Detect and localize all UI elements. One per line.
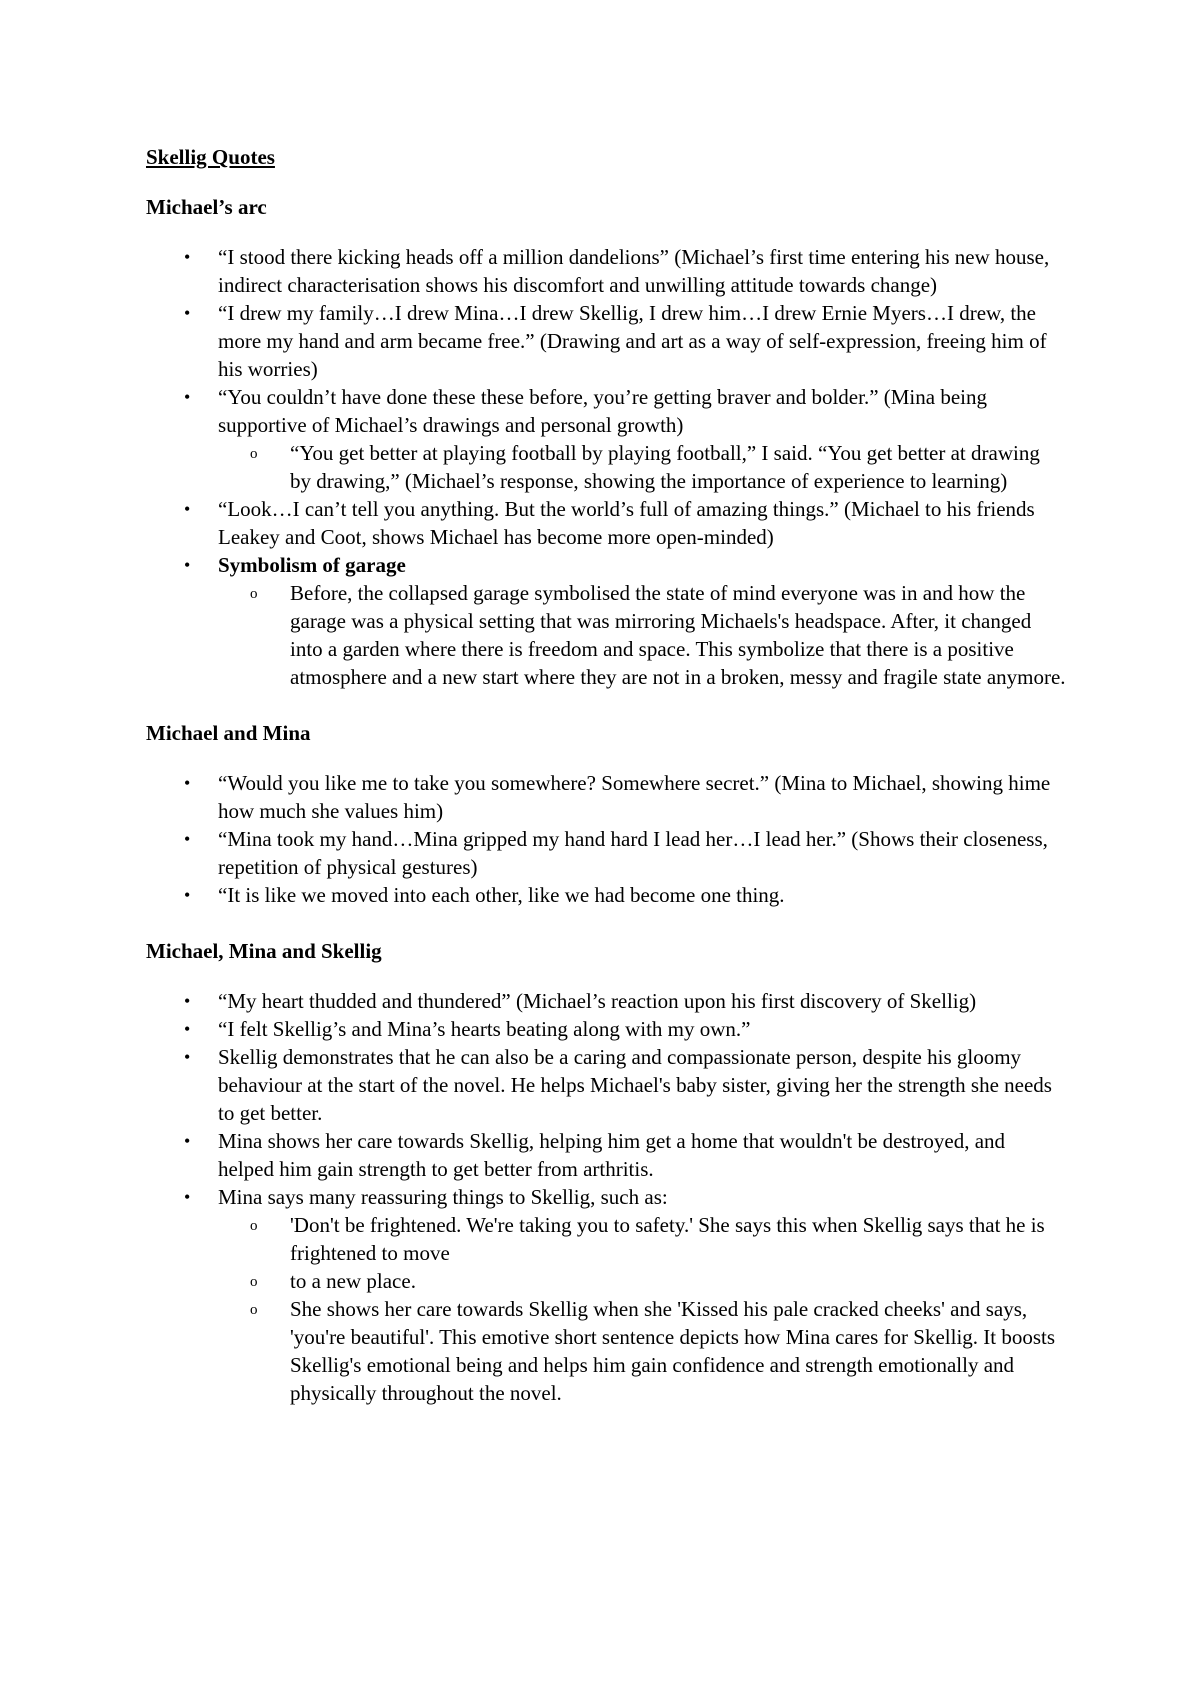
list-item-text: “Would you like me to take you somewhere? Somewhere secret.” (Mina to Michael, showing hime how much she values him)	[218, 771, 1051, 823]
sub-bullet-icon: o	[250, 586, 258, 602]
list-item	[146, 1127, 1066, 1183]
bullet-icon: •	[184, 1019, 191, 1039]
list-item	[146, 769, 1066, 825]
section-heading: Michael, Mina and Skellig	[146, 939, 382, 963]
sub-list-item-text: 'Don't be frightened. We're taking you to safety.' She says this when Skellig says that he is frightened to move	[290, 1213, 1045, 1265]
bullet-icon: •	[184, 247, 191, 267]
document-page	[146, 143, 1066, 1435]
section-heading: Michael’s arc	[146, 195, 267, 219]
list-item	[146, 1043, 1066, 1127]
list-item-text: “It is like we moved into each other, like we had become one thing.	[218, 883, 785, 907]
sub-list-item	[218, 1267, 1066, 1295]
sub-list-item	[218, 579, 1066, 691]
list-item	[146, 299, 1066, 383]
sub-bullet-list	[218, 1211, 1066, 1407]
sub-list-item	[218, 1295, 1066, 1407]
sub-list-item-text: She shows her care towards Skellig when she 'Kissed his pale cracked cheeks' and says, 'you're beautiful'. This emotive short sentence depicts how Mina cares for Skellig. It boosts Skellig's emotional being and helps him gain confidence and strength emotionally and physically throughout the novel.	[290, 1297, 1056, 1405]
document-body	[146, 193, 1066, 1407]
document-title: Skellig Quotes	[146, 145, 275, 169]
sub-bullet-icon: o	[250, 1218, 258, 1234]
section-heading: Michael and Mina	[146, 721, 311, 745]
list-item-text: Mina says many reassuring things to Skellig, such as:	[218, 1185, 668, 1209]
sub-list-item-text: Before, the collapsed garage symbolised the state of mind everyone was in and how the garage was a physical setting that was mirroring Michaels's headspace. After, it changed into a garden where there is freedom and space. This symbolize that there is a positive atmosphere and a new start where they are not in a broken, messy and fragile state anymore.	[290, 581, 1066, 689]
bullet-icon: •	[184, 885, 191, 905]
bullet-icon: •	[184, 499, 191, 519]
list-item	[146, 1015, 1066, 1043]
bullet-icon: •	[184, 773, 191, 793]
list-item-text: “I felt Skellig’s and Mina’s hearts beating along with my own.”	[218, 1017, 751, 1041]
sub-list-item	[218, 1211, 1066, 1267]
list-item	[146, 987, 1066, 1015]
sub-bullet-list	[218, 439, 1066, 495]
list-item-text: “Mina took my hand…Mina gripped my hand hard I lead her…I lead her.” (Shows their closeness, repetition of physical gestures)	[218, 827, 1048, 879]
sub-bullet-list	[218, 579, 1066, 691]
list-item	[146, 495, 1066, 551]
list-item-text: “I drew my family…I drew Mina…I drew Skellig, I drew him…I drew Ernie Myers…I drew, the more my hand and arm became free.” (Drawing and art as a way of self-expression, freeing him of his worries)	[218, 301, 1047, 381]
bullet-list	[146, 987, 1066, 1407]
list-item-text: Skellig demonstrates that he can also be a caring and compassionate person, despite his gloomy behaviour at the start of the novel. He helps Michael's baby sister, giving her the strength she needs to get better.	[218, 1045, 1052, 1125]
bullet-icon: •	[184, 1131, 191, 1151]
sub-list-item-text: “You get better at playing football by playing football,” I said. “You get better at drawing by drawing,” (Michael’s response, showing the importance of experience to learning)	[290, 441, 1040, 493]
sub-list-item-text: to a new place.	[290, 1269, 416, 1293]
list-item	[146, 383, 1066, 495]
bullet-icon: •	[184, 829, 191, 849]
sub-list-item	[218, 439, 1066, 495]
sub-bullet-icon: o	[250, 446, 258, 462]
list-item-text: “I stood there kicking heads off a million dandelions” (Michael’s first time entering his new house, indirect characterisation shows his discomfort and unwilling attitude towards change)	[218, 245, 1050, 297]
list-item	[146, 1183, 1066, 1407]
bullet-list	[146, 769, 1066, 909]
list-item	[146, 551, 1066, 691]
bullet-list	[146, 243, 1066, 691]
bullet-icon: •	[184, 991, 191, 1011]
list-item-text: Symbolism of garage	[218, 553, 406, 577]
list-item-text: Mina shows her care towards Skellig, helping him get a home that wouldn't be destroyed, and helped him gain strength to get better from arthritis.	[218, 1129, 1006, 1181]
list-item-text: “You couldn’t have done these these before, you’re getting braver and bolder.” (Mina being supportive of Michael’s drawings and personal growth)	[218, 385, 987, 437]
list-item	[146, 825, 1066, 881]
list-item	[146, 243, 1066, 299]
list-item	[146, 881, 1066, 909]
sub-bullet-icon: o	[250, 1302, 258, 1318]
bullet-icon: •	[184, 387, 191, 407]
list-item-text: “Look…I can’t tell you anything. But the world’s full of amazing things.” (Michael to his friends Leakey and Coot, shows Michael has become more open-minded)	[218, 497, 1035, 549]
bullet-icon: •	[184, 1047, 191, 1067]
sub-bullet-icon: o	[250, 1274, 258, 1290]
bullet-icon: •	[184, 555, 191, 575]
bullet-icon: •	[184, 1187, 191, 1207]
bullet-icon: •	[184, 303, 191, 323]
list-item-text: “My heart thudded and thundered” (Michael’s reaction upon his first discovery of Skellig)	[218, 989, 977, 1013]
